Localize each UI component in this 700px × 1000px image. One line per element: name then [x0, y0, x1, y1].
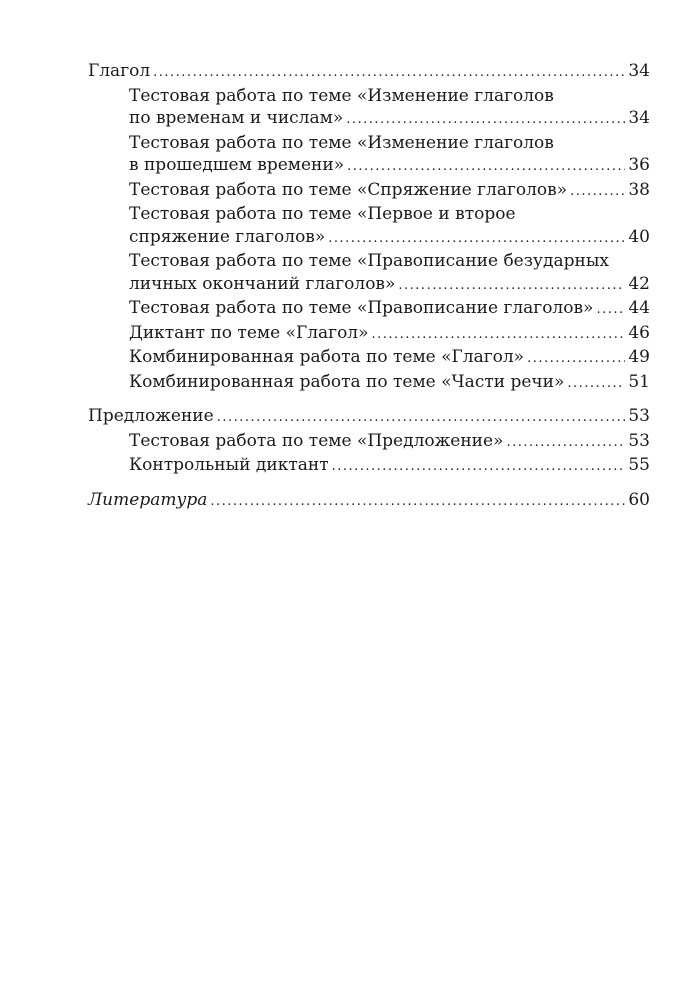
toc-entry-text: Тестовая работа по теме «Правописание безударных	[129, 251, 609, 271]
toc-entry-text: Диктант по теме «Глагол»	[129, 322, 369, 343]
toc-entry-line	[88, 85, 650, 108]
dot-leader	[527, 348, 625, 371]
dot-leader	[506, 432, 625, 455]
page-number: 40	[628, 226, 650, 247]
dot-leader	[347, 156, 625, 179]
page-number: 42	[628, 273, 650, 294]
toc-entry-row	[88, 226, 650, 251]
toc-entry-text: Комбинированная работа по теме «Глагол»	[129, 347, 525, 367]
page-number: 55	[628, 455, 650, 475]
toc-entry-row	[88, 297, 650, 322]
toc-section-verb	[88, 60, 650, 395]
page-number: 36	[628, 155, 650, 175]
dot-leader	[567, 373, 625, 396]
toc-entry-row	[88, 154, 650, 179]
dot-leader	[210, 491, 625, 514]
toc-entry-row	[88, 273, 650, 298]
dot-leader	[570, 181, 625, 204]
page-number: 46	[628, 322, 650, 343]
dot-leader	[153, 62, 625, 85]
page-number: 53	[628, 406, 650, 426]
dot-leader	[217, 407, 626, 430]
toc-entry-row	[88, 322, 650, 347]
dot-leader	[328, 228, 625, 251]
toc-heading: Глагол	[88, 61, 151, 81]
toc-entry-text: Тестовая работа по теме «Изменение глаголов	[129, 85, 554, 106]
table-of-contents	[88, 60, 650, 523]
dot-leader	[332, 456, 626, 479]
toc-entry-text: Тестовая работа по теме «Первое и второе	[129, 204, 516, 224]
toc-heading: Литература	[88, 489, 208, 510]
toc-entry-line	[88, 132, 650, 155]
page-number: 49	[628, 347, 650, 367]
toc-entry-text: Тестовая работа по теме «Правописание глаголов»	[129, 298, 594, 318]
page-number: 34	[628, 108, 650, 128]
toc-entry-row	[88, 346, 650, 371]
toc-section-sentence	[88, 405, 650, 479]
toc-heading-row	[88, 60, 650, 85]
toc-entry-text: личных окончаний глаголов»	[129, 273, 396, 294]
toc-entry-row	[88, 430, 650, 455]
toc-entry-text: Тестовая работа по теме «Предложение»	[129, 430, 504, 451]
toc-entry-text: Тестовая работа по теме «Спряжение глаголов»	[129, 179, 568, 200]
toc-heading-row	[88, 489, 650, 514]
toc-entry-text: по временам и числам»	[129, 108, 344, 128]
page-number: 44	[628, 298, 650, 318]
toc-heading: Предложение	[88, 406, 214, 426]
toc-entry-text: Тестовая работа по теме «Изменение глаголов	[129, 132, 554, 153]
toc-entry-row	[88, 107, 650, 132]
toc-section-literature	[88, 489, 650, 514]
dot-leader	[346, 109, 625, 132]
page-number: 51	[628, 371, 650, 392]
toc-entry-text: Контрольный диктант	[129, 455, 329, 475]
page-number: 38	[628, 179, 650, 200]
toc-entry-row	[88, 454, 650, 479]
page-number: 60	[628, 489, 650, 510]
toc-entry-text: в прошедшем времени»	[129, 155, 345, 175]
page-number: 34	[628, 61, 650, 81]
toc-entry-text: спряжение глаголов»	[129, 226, 326, 247]
toc-heading-row	[88, 405, 650, 430]
dot-leader	[596, 299, 625, 322]
page-number: 53	[628, 430, 650, 451]
dot-leader	[372, 324, 626, 347]
toc-entry-text: Комбинированная работа по теме «Части речи»	[129, 371, 565, 392]
toc-entry-row	[88, 179, 650, 204]
toc-entry-line	[88, 250, 650, 273]
dot-leader	[398, 275, 625, 298]
toc-entry-line	[88, 203, 650, 226]
toc-entry-row	[88, 371, 650, 396]
